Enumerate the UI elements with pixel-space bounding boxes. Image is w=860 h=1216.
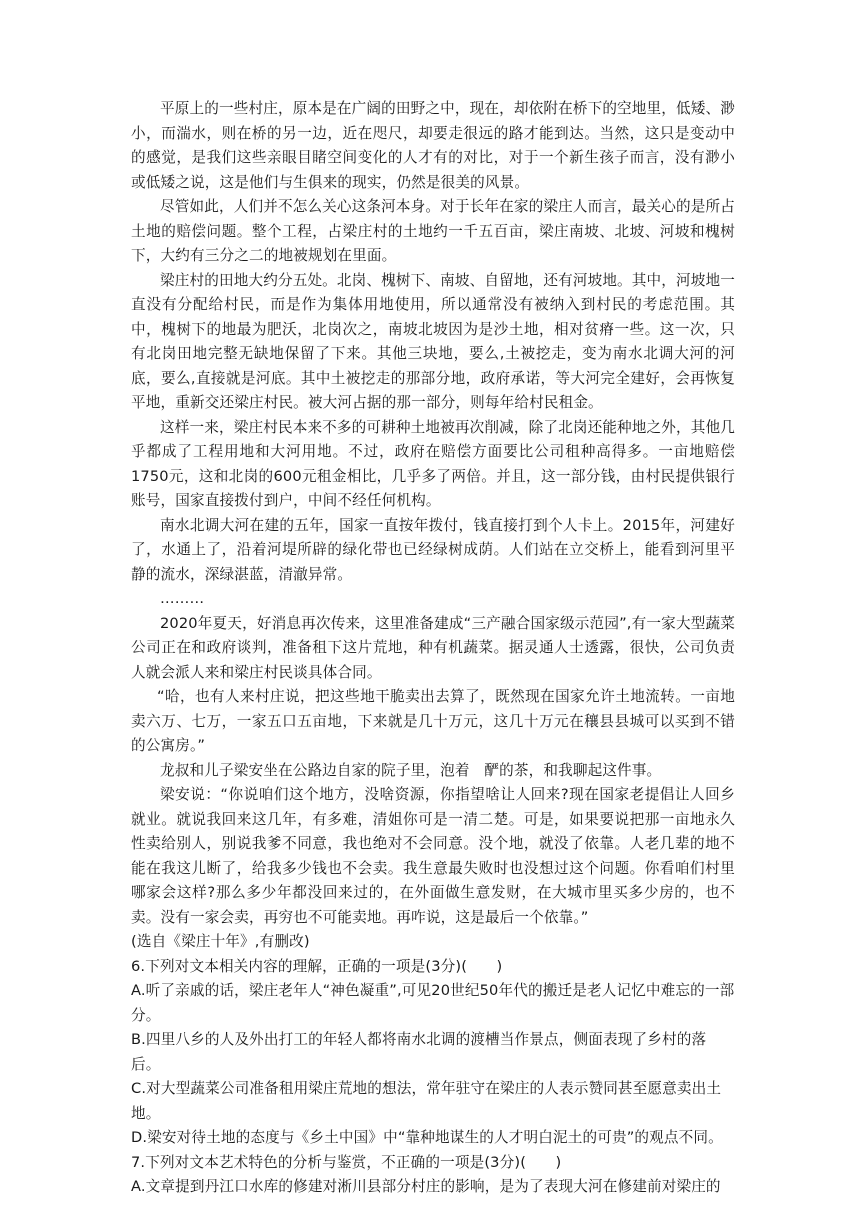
question-6-stem: 6.下列对文本相关内容的理解，正确的一项是(3分)( ) bbox=[131, 957, 503, 975]
question-6-option-a: A.听了亲戚的话，梁庄老年人“神色凝重”,可见20世纪50年代的搬迁是老人记忆中难忘的一部分。 bbox=[131, 982, 735, 1024]
paragraph-3: 梁庄村的田地大约分五处。北岗、槐树下、南坡、自留地，还有河坡地。其中，河坡地一直没有分配给村民，而是作为集体用地使用，所以通常没有被纳入到村民的考虑范围。其中，槐树下的地最为肥沃，北岗次之，南坡北坡因为是沙土地，相对贫瘠一些。这一次，只有北岗田地完整无缺地保留了下来。其他三块地，要么,土被挖走，变为南水北调大河的河底，要么,直接就是河底。其中土被挖走的那部分地，政府承诺，等大河完全建好，会再恢复平地，重新交还梁庄村民。被大河占据的那一部分，则每年给村民租金。 bbox=[131, 271, 736, 411]
question-6-option-c: C.对大型蔬菜公司准备租用梁庄荒地的想法，常年驻守在梁庄的人表示赞同甚至愿意卖出土地。 bbox=[131, 1080, 722, 1122]
source-note: (选自《梁庄十年》,有删改) bbox=[131, 933, 310, 950]
paragraph-8: 龙叔和儿子梁安坐在公路边自家的院子里，泡着 酽的茶，和我聊起这件事。 bbox=[160, 761, 662, 779]
paragraph-9: 梁安说：“你说咱们这个地方，没啥资源，你指望啥让人回来?现在国家老提倡让人回乡就业。就说我回来这几年，有多难，清姐你可是一清二楚。可是，如果要说把那一亩地永久性卖给别人，别说我爹不同意，我也绝对不会同意。没个地，就没了依靠。人老几辈的地不能在我这儿断了，给我多少钱也不会卖。我生意最失败时也没想过这个问题。你看咱们村里哪家会这样?那么多少年都没回来过的，在外面做生意发财，在大城市里买多少房的，也不卖。没有一家会卖，再穷也不可能卖地。再咋说，这是最后一个依靠。” bbox=[131, 786, 735, 926]
question-6-option-b: B.四里八乡的人及外出打工的年轻人都将南水北调的渡槽当作景点，侧面表现了乡村的落后。 bbox=[131, 1031, 707, 1073]
document-body bbox=[131, 97, 735, 1200]
paragraph-6: 2020年夏天，好消息再次传来，这里准备建成“三产融合国家级示范园”,有一家大型蔬菜公司正在和政府谈判，准备租下这片荒地，种有机蔬菜。据灵通人士透露，很快，公司负责人就会派人来和梁庄村民谈具体合同。 bbox=[131, 614, 735, 681]
question-6-option-d: D.梁安对待土地的态度与《乡土中国》中“靠种地谋生的人才明白泥土的可贵”的观点不同。 bbox=[131, 1129, 723, 1146]
paragraph-4: 这样一来，梁庄村民本来不多的可耕种土地被再次削减，除了北岗还能种地之外，其他几乎都成了工程用地和大河用地。不过，政府在赔偿方面要比公司租种高得多。一亩地赔偿1750元，这和北岗的600元租金相比，几乎多了两倍。并且，这一部分钱，由村民提供银行账号，国家直接拨付到户，中间不经任何机构。 bbox=[131, 418, 736, 509]
paragraph-2: 尽管如此，人们并不怎么关心这条河本身。对于长年在家的梁庄人而言，最关心的是所占土地的赔偿问题。整个工程，占梁庄村的土地约一千五百亩，梁庄南坡、北坡、河坡和槐树下，大约有三分之二的地被规划在里面。 bbox=[131, 198, 736, 264]
paragraph-7: “哈，也有人来村庄说，把这些地干脆卖出去算了，既然现在国家允许土地流转。一亩地卖六万、七万，一家五口五亩地，下来就是几十万元，这几十万元在穰县县城可以买到不错的公寓房。” bbox=[131, 688, 735, 754]
ellipsis-line: ……… bbox=[160, 590, 205, 607]
question-7-option-a: A.文章提到丹江口水库的修建对淅川县部分村庄的影响，是为了表现大河在修建前对梁庄的 bbox=[131, 1178, 721, 1195]
paragraph-1: 平原上的一些村庄，原本是在广阔的田野之中，现在，却依附在桥下的空地里，低矮、渺小，而湍水，则在桥的另一边，近在咫尺，却要走很远的路才能到达。当然，这只是变动中的感觉，是我们这些亲眼目睹空间变化的人才有的对比，对于一个新生孩子而言，没有渺小或低矮之说，这是他们与生俱来的现实，仍然是很美的风景。 bbox=[131, 100, 736, 191]
question-7-stem: 7.下列对文本艺术特色的分析与鉴赏，不正确的一项是(3分)( ) bbox=[131, 1153, 562, 1171]
paragraph-5: 南水北调大河在建的五年，国家一直按年拨付，钱直接打到个人卡上。2015年，河建好了，水通上了，沿着河堤所辟的绿化带也已经绿树成荫。人们站在立交桥上，能看到河里平静的流水，深绿湛蓝，清澈异常。 bbox=[131, 516, 735, 583]
